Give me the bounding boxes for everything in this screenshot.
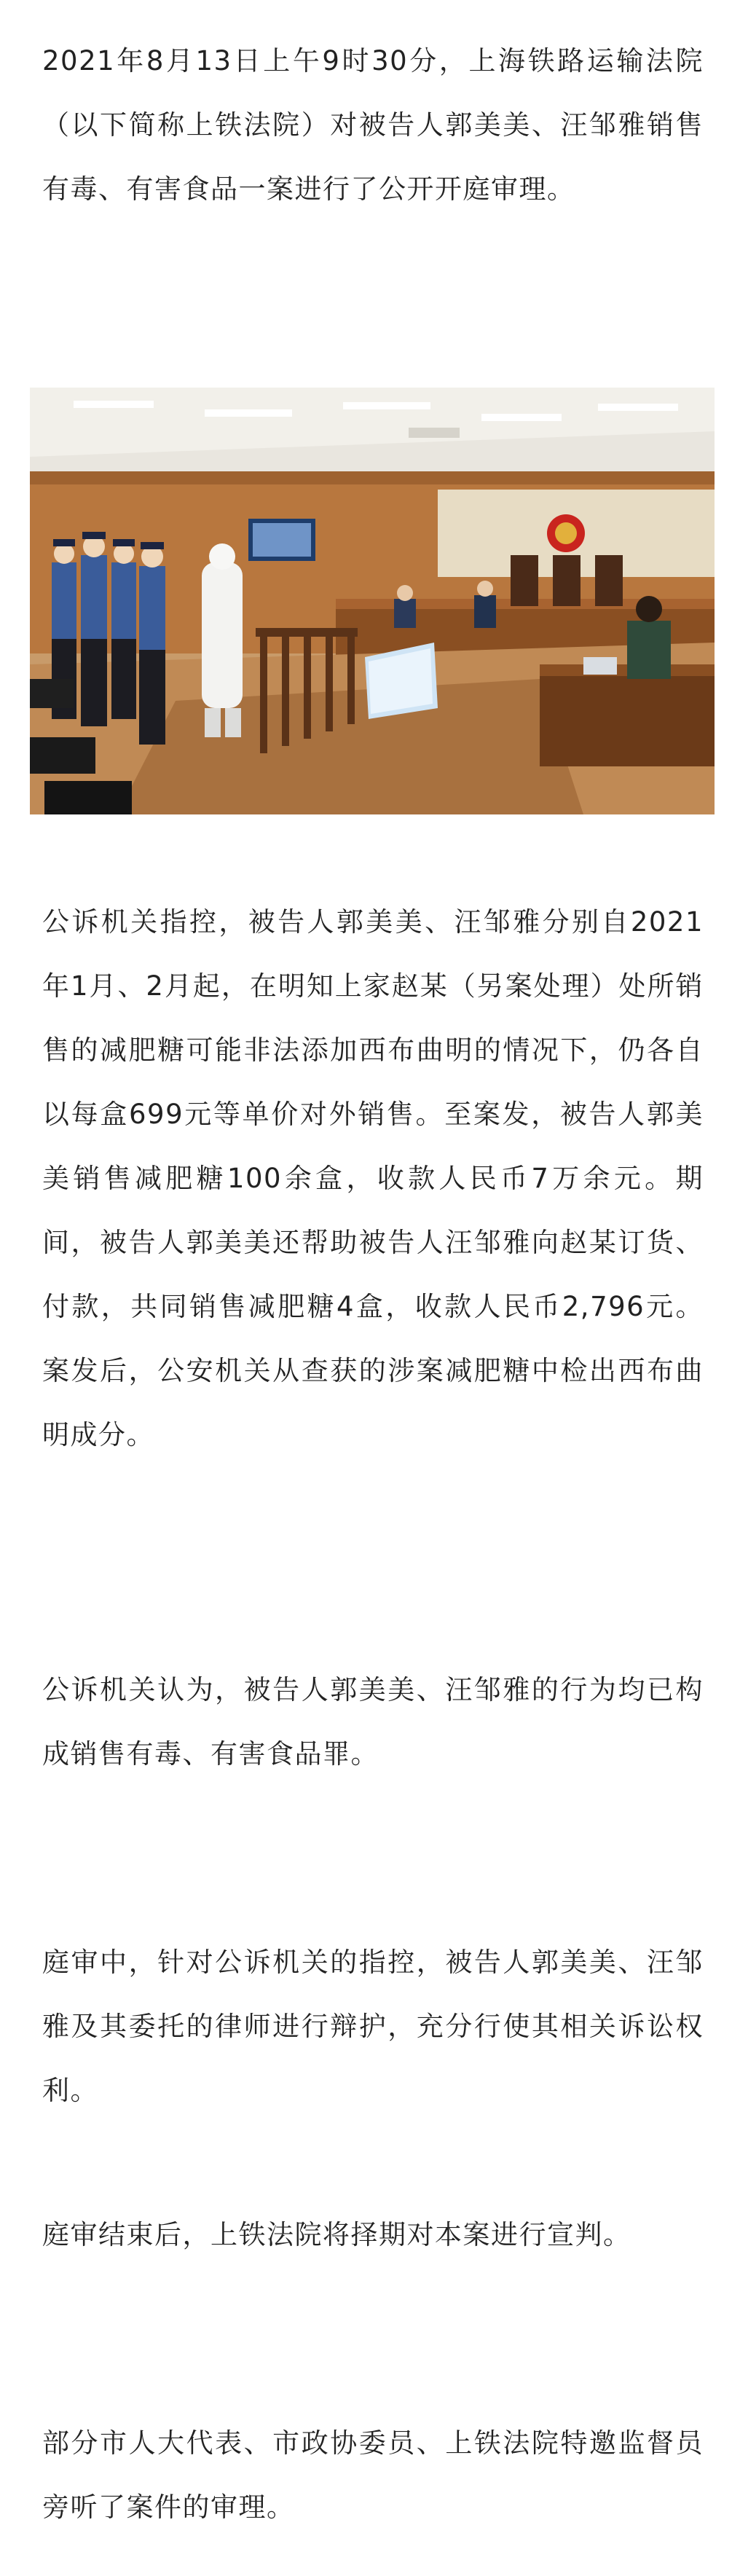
courtroom-photo [30,388,715,814]
paragraph-prosecution-conclusion: 公诉机关认为，被告人郭美美、汪邹雅的行为均已构成销售有毒、有害食品罪。 [42,1674,704,1770]
paragraph-observers: 部分市人大代表、市政协委员、上铁法院特邀监督员旁听了案件的审理。 [42,2427,704,2523]
paragraph-hearing-intro: 2021年8月13日上午9时30分，上海铁路运输法院（以下简称上铁法院）对被告人郭美美、汪邹雅销售有毒、有害食品一案进行了公开开庭审理。 [42,45,704,205]
paragraph-prosecution-charges: 公诉机关指控，被告人郭美美、汪邹雅分别自2021年1月、2月起，在明知上家赵某（另案处理）处所销售的减肥糖可能非法添加西布曲明的情况下，仍各自以每盒699元等单价对外销售。至案发，被告人郭美美销售减肥糖100余盒，收款人民币7万余元。期间，被告人郭美美还帮助被告人汪邹雅向赵某订货、付款，共同销售减肥糖4盒，收款人民币2,796元。案发后，公安机关从查获的涉案减肥糖中检出西布曲明成分。 [42,906,704,1450]
paragraph-defense: 庭审中，针对公诉机关的指控，被告人郭美美、汪邹雅及其委托的律师进行辩护，充分行使其相关诉讼权利。 [42,1947,704,2106]
paragraph-verdict-pending: 庭审结束后，上铁法院将择期对本案进行宣判。 [42,2219,631,2250]
